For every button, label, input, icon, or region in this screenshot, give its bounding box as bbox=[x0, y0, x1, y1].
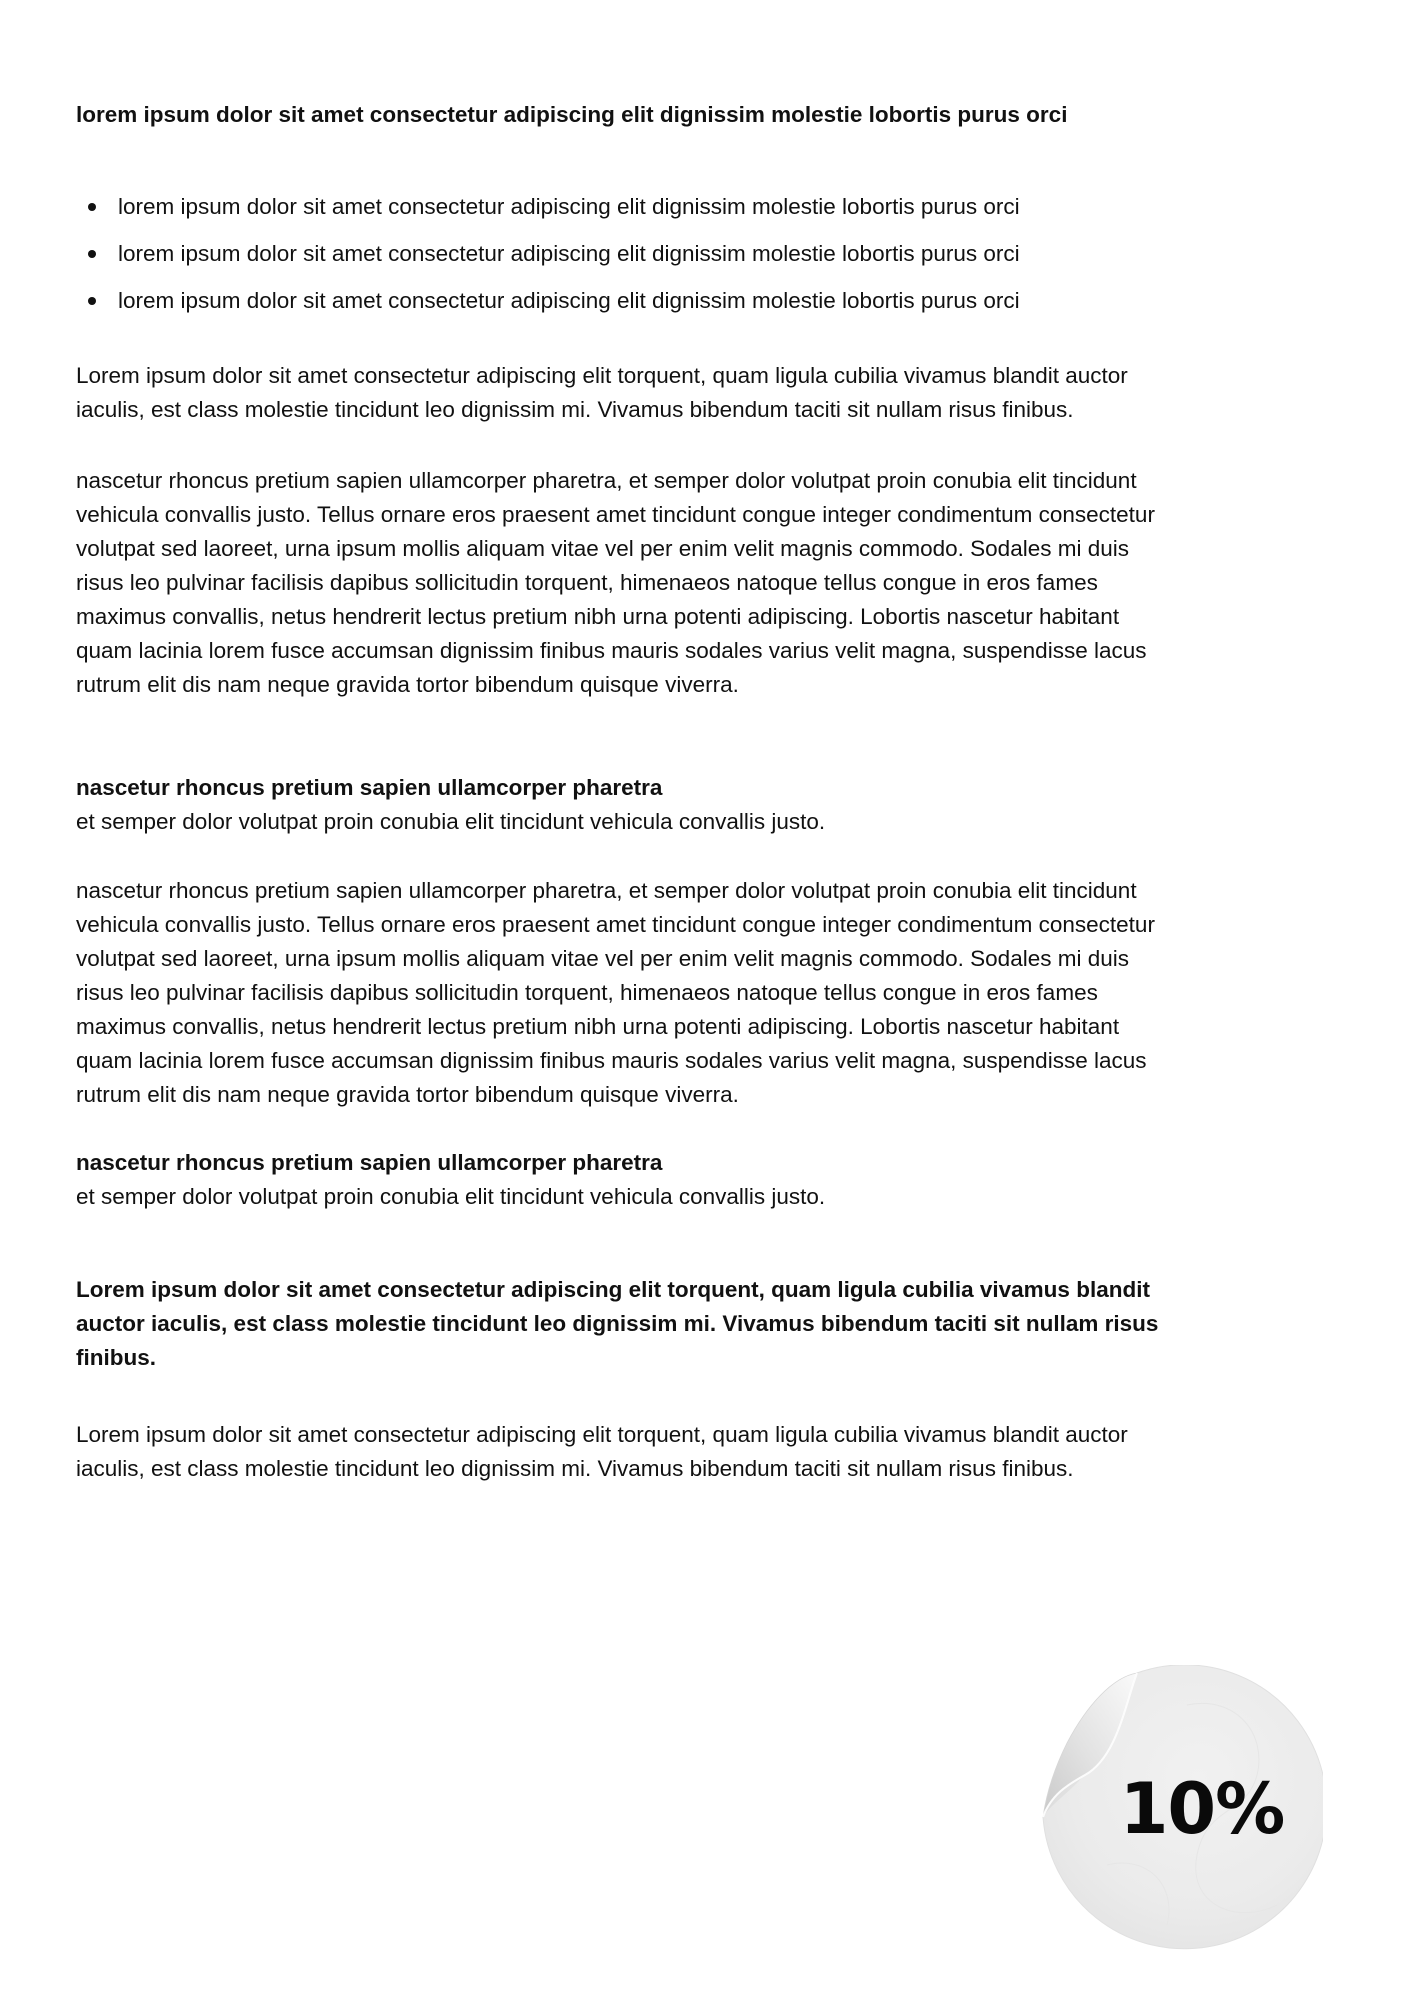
paragraph-line: maximus convallis, netus hendrerit lectus pretium nibh urna potenti adipiscing. Lobortis nascetur habitant bbox=[76, 604, 1120, 629]
paragraph-line: vehicula convallis justo. Tellus ornare eros praesent amet tincidunt congue integer condimentum consectetur bbox=[76, 912, 1155, 937]
paragraph-line: maximus convallis, netus hendrerit lectus pretium nibh urna potenti adipiscing. Lobortis nascetur habitant bbox=[76, 1014, 1120, 1039]
paragraph-line: volutpat sed laoreet, urna ipsum mollis aliquam vitae vel per enim velit magnis commodo. Sodales mi duis bbox=[76, 536, 1129, 561]
section-heading: nascetur rhoncus pretium sapien ullamcorper pharetra bbox=[76, 775, 663, 800]
document-title bbox=[76, 98, 1366, 132]
paragraph-line: rutrum elit dis nam neque gravida tortor bibendum quisque viverra. bbox=[76, 1082, 739, 1107]
bullet-icon bbox=[88, 297, 96, 305]
paragraph-line: auctor iaculis, est class molestie tincidunt leo dignissim mi. Vivamus bibendum taciti sit nullam risus bbox=[76, 1311, 1159, 1336]
paragraph-line: nascetur rhoncus pretium sapien ullamcorper pharetra, et semper dolor volutpat proin conubia elit tincidunt bbox=[76, 878, 1137, 903]
paragraph-line: finibus. bbox=[76, 1345, 156, 1370]
intro-paragraph bbox=[76, 359, 1366, 427]
paragraph-line: risus leo pulvinar facilisis dapibus sollicitudin torquent, himenaeos natoque tellus congue in eros fames bbox=[76, 570, 1098, 595]
paragraph-line: Lorem ipsum dolor sit amet consectetur adipiscing elit torquent, quam ligula cubilia vivamus blandit auctor bbox=[76, 1422, 1128, 1447]
paragraph-line: rutrum elit dis nam neque gravida tortor bibendum quisque viverra. bbox=[76, 672, 739, 697]
bullet-icon bbox=[88, 250, 96, 258]
paragraph-line: iaculis, est class molestie tincidunt leo dignissim mi. Vivamus bibendum taciti sit nullam risus finibus. bbox=[76, 1456, 1074, 1481]
body-paragraph-1 bbox=[76, 464, 1366, 702]
bullet-text: lorem ipsum dolor sit amet consectetur adipiscing elit dignissim molestie lobortis purus orci bbox=[118, 241, 1020, 266]
section-1 bbox=[76, 771, 1366, 839]
paragraph-line: iaculis, est class molestie tincidunt leo dignissim mi. Vivamus bibendum taciti sit nullam risus finibus. bbox=[76, 397, 1074, 422]
section-subtext: et semper dolor volutpat proin conubia elit tincidunt vehicula convallis justo. bbox=[76, 809, 826, 834]
discount-sticker bbox=[1037, 1665, 1323, 1951]
document-title-text: lorem ipsum dolor sit amet consectetur adipiscing elit dignissim molestie lobortis purus orci bbox=[76, 102, 1068, 127]
closing-paragraph bbox=[76, 1418, 1366, 1486]
section-subtext: et semper dolor volutpat proin conubia elit tincidunt vehicula convallis justo. bbox=[76, 1184, 826, 1209]
paragraph-line: Lorem ipsum dolor sit amet consectetur adipiscing elit torquent, quam ligula cubilia vivamus blandit auctor bbox=[76, 363, 1128, 388]
bullet-text: lorem ipsum dolor sit amet consectetur adipiscing elit dignissim molestie lobortis purus orci bbox=[118, 194, 1020, 219]
paragraph-line: Lorem ipsum dolor sit amet consectetur adipiscing elit torquent, quam ligula cubilia vivamus blandit bbox=[76, 1277, 1150, 1302]
paragraph-line: nascetur rhoncus pretium sapien ullamcorper pharetra, et semper dolor volutpat proin conubia elit tincidunt bbox=[76, 468, 1137, 493]
paragraph-line: quam lacinia lorem fusce accumsan dignissim finibus mauris sodales varius velit magna, suspendisse lacus bbox=[76, 1048, 1147, 1073]
paragraph-line: vehicula convallis justo. Tellus ornare eros praesent amet tincidunt congue integer condimentum consectetur bbox=[76, 502, 1155, 527]
paragraph-line: risus leo pulvinar facilisis dapibus sollicitudin torquent, himenaeos natoque tellus congue in eros fames bbox=[76, 980, 1098, 1005]
paragraph-line: volutpat sed laoreet, urna ipsum mollis aliquam vitae vel per enim velit magnis commodo. Sodales mi duis bbox=[76, 946, 1129, 971]
sticker-label: 10% bbox=[1119, 1768, 1285, 1850]
body-paragraph-2 bbox=[76, 874, 1366, 1112]
bullet-text: lorem ipsum dolor sit amet consectetur adipiscing elit dignissim molestie lobortis purus orci bbox=[118, 288, 1020, 313]
bold-paragraph bbox=[76, 1273, 1366, 1375]
bullet-icon bbox=[88, 203, 96, 211]
section-2 bbox=[76, 1146, 1366, 1214]
paragraph-line: quam lacinia lorem fusce accumsan dignissim finibus mauris sodales varius velit magna, suspendisse lacus bbox=[76, 638, 1147, 663]
section-heading: nascetur rhoncus pretium sapien ullamcorper pharetra bbox=[76, 1150, 663, 1175]
